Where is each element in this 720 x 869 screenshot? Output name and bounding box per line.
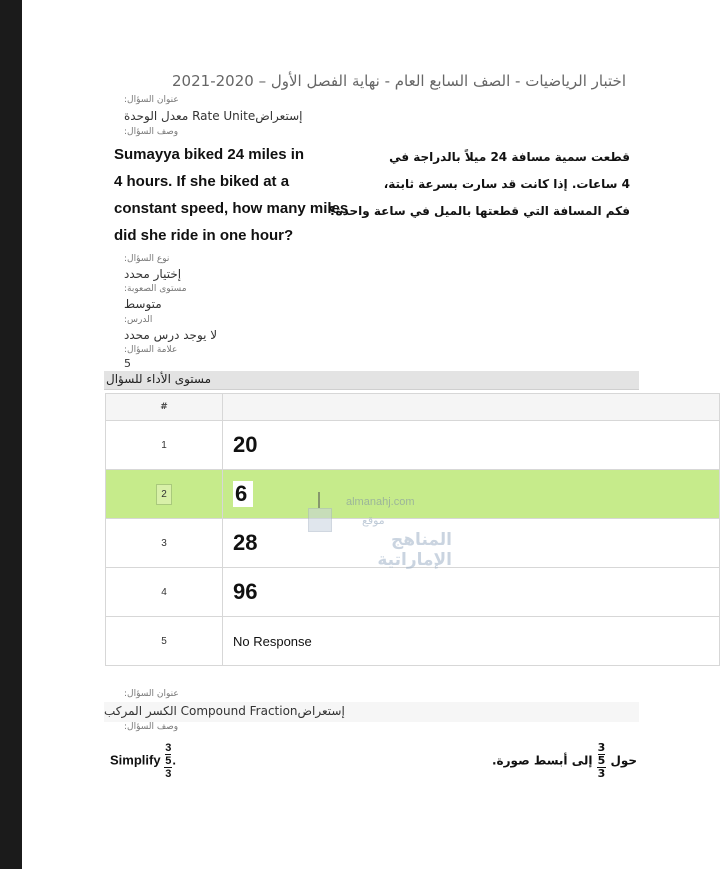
exam-title: اختبار الرياضيات - الصف السابع العام - نهاية الفصل الأول – 2020-2021 [172, 72, 626, 90]
watermark-line-2: المناهج الإماراتية [377, 530, 452, 570]
q2-arabic-prefix: حول [610, 753, 638, 768]
performance-header-bar [104, 371, 639, 390]
q1-arabic-line-1: قطعت سمية مسافة 24 ميلاً بالدراجة في [389, 150, 630, 164]
row-answer: 96 [223, 568, 720, 617]
watermark-logo-icon [308, 508, 332, 532]
table-row [106, 421, 720, 470]
q1-english-line-3: constant speed, how many miles [114, 200, 349, 217]
q1-title-label: عنوان السؤال: [124, 95, 179, 105]
q1-english-line-1: Sumayya biked 24 miles in [114, 146, 305, 163]
column-answer-header [223, 394, 720, 421]
q2-title-value: إستعراضCompound Fraction الكسر المركب [104, 704, 345, 718]
table-row [106, 568, 720, 617]
q1-title-value: إستعراضRate Unite معدل الوحدة [124, 109, 303, 123]
row-number: 1 [106, 421, 223, 470]
q1-arabic-line-2: 4 ساعات. إذا كانت قد سارت بسرعة ثابتة، [383, 177, 630, 191]
q2-english-prompt [110, 742, 176, 780]
row-answer: No Response [223, 617, 720, 666]
q1-arabic-line-3: فكم المسافة التي قطعتها بالميل في ساعة واحدة؟ [328, 204, 630, 218]
watermark-url: almanahj.com [346, 496, 415, 508]
compound-fraction-arabic [597, 742, 607, 780]
row-answer [223, 470, 720, 519]
row-answer: 20 [223, 421, 720, 470]
watermark [322, 494, 452, 570]
watermark-cursor-icon [318, 492, 320, 508]
row-number-badge: 2 [156, 484, 172, 505]
q1-lesson-value: لا يوجد درس محدد [124, 328, 218, 342]
q1-difficulty-label: مستوى الصعوبة: [124, 284, 187, 294]
q2-arabic-prompt [492, 742, 637, 780]
watermark-line-1: موقع [362, 514, 385, 527]
table-header-row [106, 394, 720, 421]
row-number [106, 470, 223, 519]
q1-mark-label: علامة السؤال: [124, 345, 178, 355]
table-row [106, 617, 720, 666]
q1-type-value: إختيار محدد [124, 267, 182, 281]
fraction-bottom: 3 [597, 767, 606, 780]
q2-title-label: عنوان السؤال: [124, 689, 179, 699]
fraction-top-numerator: 3 [597, 741, 606, 754]
q1-type-label: نوع السؤال: [124, 254, 170, 264]
q2-arabic-suffix: إلى أبسط صورة. [492, 753, 593, 768]
row-answer: 28 [223, 519, 720, 568]
q1-mark-value: 5 [124, 357, 131, 370]
q1-desc-label: وصف السؤال: [124, 127, 179, 137]
period: . [172, 752, 176, 768]
q1-english-line-4: did she ride in one hour? [114, 227, 294, 244]
fraction-bottom: 3 [165, 768, 172, 780]
fraction-top-denominator: 5 [597, 754, 606, 767]
row-number: 3 [106, 519, 223, 568]
document-page [22, 0, 720, 869]
performance-header: مستوى الأداء للسؤال [106, 372, 212, 386]
q2-desc-label: وصف السؤال: [124, 722, 179, 732]
q1-english-line-2: 4 hours. If she biked at a [114, 173, 290, 190]
column-number-header: # [106, 394, 223, 421]
fraction-top-denominator: 5 [165, 755, 172, 767]
q2-title-bar [104, 702, 639, 722]
q1-lesson-label: الدرس: [124, 315, 153, 325]
row-answer-box: 6 [233, 481, 253, 507]
q1-difficulty-value: متوسط [124, 297, 162, 311]
fraction-top-numerator: 3 [165, 742, 172, 754]
row-number: 4 [106, 568, 223, 617]
row-number: 5 [106, 617, 223, 666]
q2-english-word: Simplify [110, 752, 161, 768]
